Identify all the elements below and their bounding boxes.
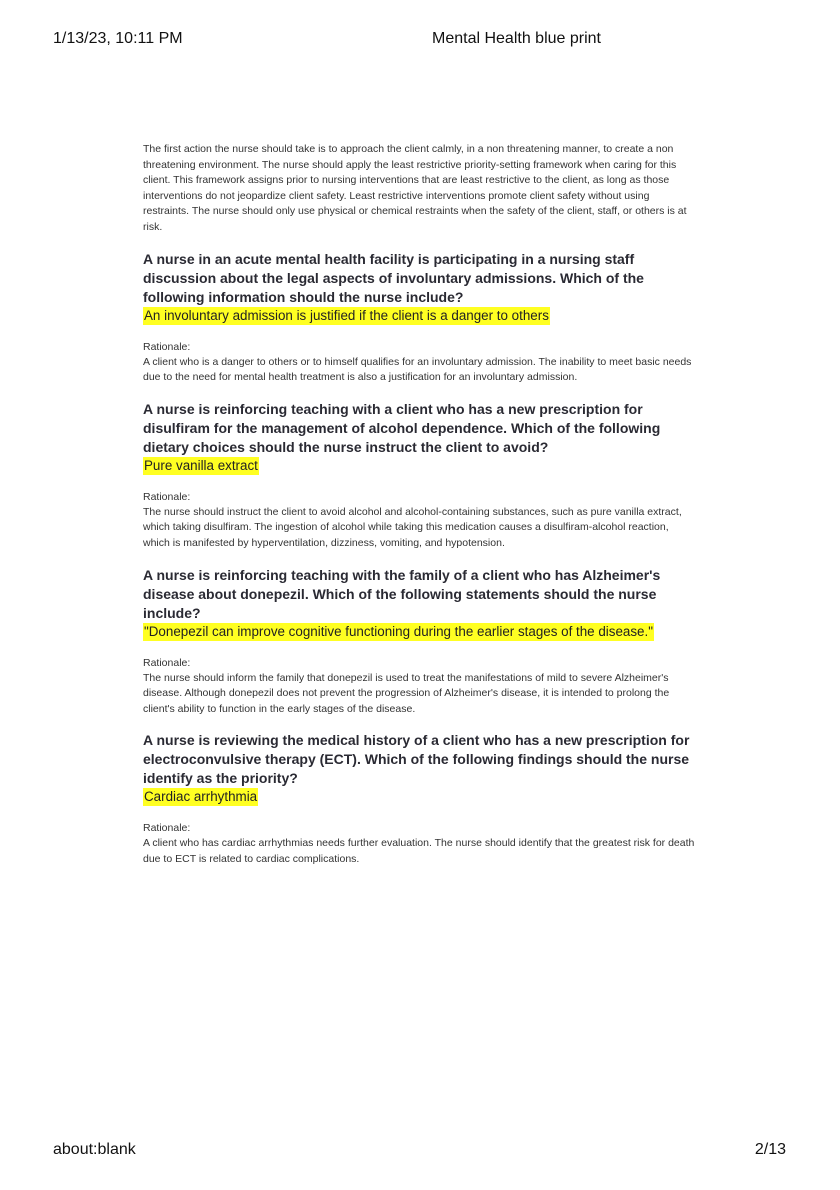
question-text: A nurse in an acute mental health facility is participating in a nursing staff discussion about the legal aspects of involuntary admissions. Which of the following information should the nurse include? xyxy=(143,250,644,305)
question-block xyxy=(143,250,698,386)
rationale-text: A client who has cardiac arrhythmias needs further evaluation. The nurse should identify that the greatest risk for death due to ECT is related to cardiac complications. xyxy=(143,837,695,865)
rationale-label: Rationale: xyxy=(143,656,191,669)
highlighted-answer: Pure vanilla extract xyxy=(144,457,258,473)
rationale-label: Rationale: xyxy=(143,490,191,503)
highlighted-answer: An involuntary admission is justified if the client is a danger to others xyxy=(144,307,549,323)
question-text: A nurse is reviewing the medical history of a client who has a new prescription for electroconvulsive therapy (ECT). Which of the following findings should the nurse identify as the priority? xyxy=(143,732,690,787)
print-header-datetime: 1/13/23, 10:11 PM xyxy=(53,30,183,47)
page-content xyxy=(143,142,698,868)
print-footer-page-number: 2/13 xyxy=(754,1141,786,1158)
rationale-text: A client who is a danger to others or to himself qualifies for an involuntary admission. The inability to meet basic needs due to the need for mental health treatment is also a justification for an involuntary admission. xyxy=(143,355,692,384)
rationale-label: Rationale: xyxy=(143,340,191,353)
rationale-label: Rationale: xyxy=(143,822,191,835)
print-footer-url: about:blank xyxy=(53,1141,136,1158)
print-header-title: Mental Health blue print xyxy=(432,30,601,47)
rationale-text: The nurse should inform the family that donepezil is used to treat the manifestations of mild to severe Alzheimer's disease. Although donepezil does not prevent the progression of Alzheimer's disease, it is intended to prolong the client's ability to function in the early stages of the disease. xyxy=(143,671,670,715)
question-text: A nurse is reinforcing teaching with a client who has a new prescription for disulfiram for the management of alcohol dependence. Which of the following dietary choices should the nurse instruct the client to avoid? xyxy=(143,400,661,455)
highlighted-answer: "Donepezil can improve cognitive functioning during the earlier stages of the disease." xyxy=(144,623,653,639)
question-block xyxy=(143,400,698,552)
question-block xyxy=(143,731,698,867)
rationale-text: The nurse should instruct the client to avoid alcohol and alcohol-containing substances, such as pure vanilla extract, which taking disulfiram. The ingestion of alcohol while taking this medication causes a disulfiram-alcohol reaction, which is manifested by hyperventilation, dizziness, vomiting, and hypotension. xyxy=(143,505,682,549)
question-text: A nurse is reinforcing teaching with the family of a client who has Alzheimer's disease about donepezil. Which of the following statements should the nurse include? xyxy=(143,566,661,621)
highlighted-answer: Cardiac arrhythmia xyxy=(144,789,258,805)
question-block xyxy=(143,566,698,718)
intro-paragraph: The first action the nurse should take is to approach the client calmly, in a non threatening manner, to create a non threatening environment. The nurse should apply the least restrictive priority-setting framework when caring for this client. This framework assigns prior to nursing interventions that are least restrictive to the client, as long as those interventions do not jeopardize client safety. Least restrictive interventions promote client safety without using restraints. The nurse should only use physical or chemical restraints when the safety of the client, staff, or others is at risk. xyxy=(143,143,687,233)
